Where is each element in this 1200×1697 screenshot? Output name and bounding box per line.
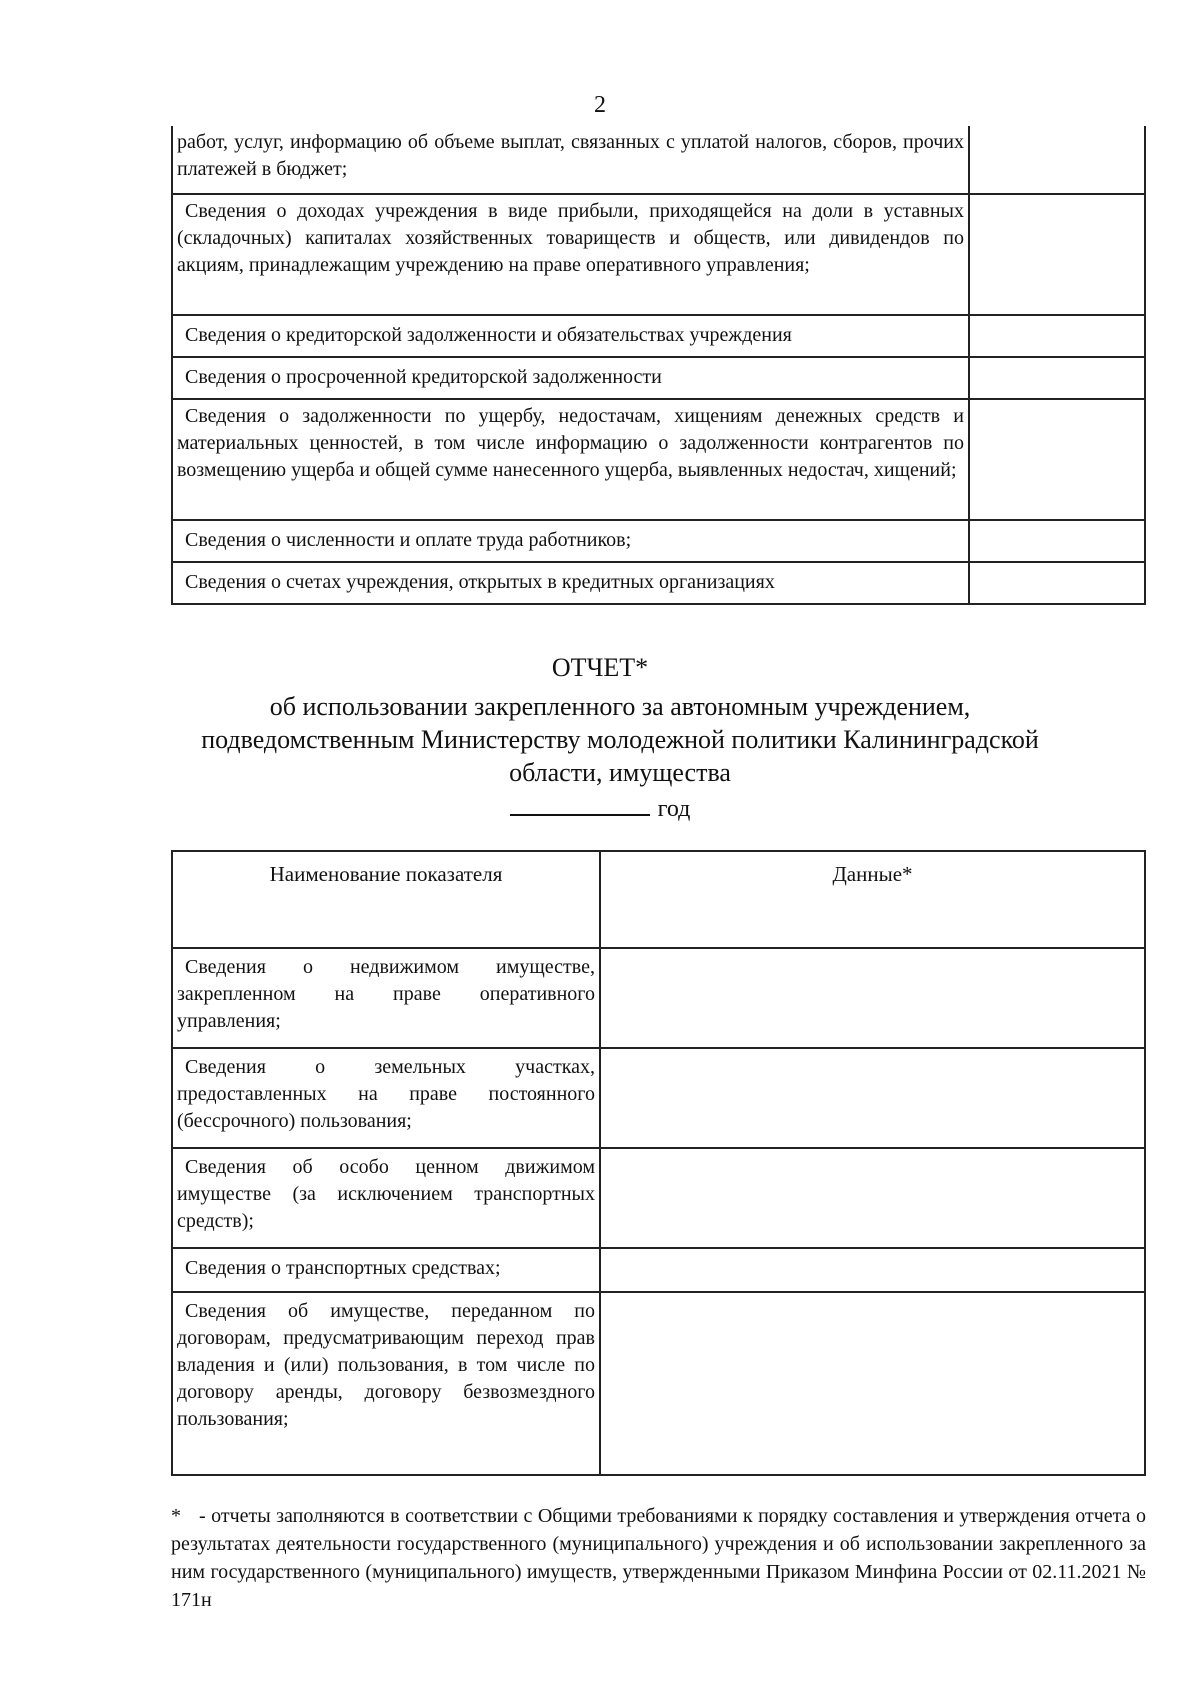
table-cell-text: Сведения о доходах учреждения в виде прибыли, приходящейся на доли в уставных (складочных) капиталах хозяйственных товариществ и обществ, или дивидендов по акциям, принадлежащим учреждению на праве оперативного управления; <box>172 194 969 315</box>
table-row <box>172 399 1145 520</box>
table-row <box>172 1248 1145 1292</box>
column-header-data: Данные* <box>600 851 1145 948</box>
table-cell-text: Сведения о транспортных средствах; <box>172 1248 600 1292</box>
table-cell-empty <box>600 948 1145 1048</box>
table-row <box>172 1292 1145 1475</box>
table-cell-empty <box>600 1248 1145 1292</box>
table-row <box>172 194 1145 315</box>
table-cell-empty <box>969 194 1145 315</box>
table-row <box>172 948 1145 1048</box>
table-cell-empty <box>969 562 1145 604</box>
year-label: год <box>657 796 691 822</box>
report-subtitle: об использовании закрепленного за автономным учреждением, подведомственным Министерству молодежной политики Калининградской области, имущества <box>201 692 1039 787</box>
column-header-name: Наименование показателя <box>172 851 600 948</box>
table-cell-empty <box>600 1148 1145 1248</box>
table-cell-text: Сведения о задолженности по ущербу, недостачам, хищениям денежных средств и материальных ценностей, в том числе информацию о задолженности контрагентов по возмещению ущерба и общей сумме нанесенного ущерба, выявленных недостач, хищений; <box>172 399 969 520</box>
table-cell-empty <box>969 399 1145 520</box>
footnote-text: - отчеты заполняются в соответствии с Общими требованиями к порядку составления и утверждения отчета о результатах деятельности государственного (муниципального) учреждения и об использовании закрепленного за ним государственного (муниципального) имуществ, утвержденными Приказом Минфина России от 02.11.2021 № 171н <box>171 1505 1146 1611</box>
footnote-marker: * <box>171 1505 181 1527</box>
table-row <box>172 126 1145 194</box>
table-row <box>172 1048 1145 1148</box>
table-row <box>172 315 1145 357</box>
table-cell-empty <box>600 1048 1145 1148</box>
table-row <box>172 562 1145 604</box>
table-cell-empty <box>969 315 1145 357</box>
report-title: ОТЧЕТ* <box>551 653 649 682</box>
table-cell-text: Сведения о просроченной кредиторской задолженности <box>172 357 969 399</box>
table-row <box>172 357 1145 399</box>
footnote <box>171 1502 1146 1614</box>
table-cell-text: Сведения о земельных участках, предоставленных на праве постоянного (бессрочного) пользования; <box>172 1048 600 1148</box>
page-number: 2 <box>594 92 606 118</box>
table-cell-empty <box>600 1292 1145 1475</box>
table-cell-text: Сведения об имуществе, переданном по договорам, предусматривающим переход прав владения и (или) пользования, в том числе по договору аренды, договору безвозмездного пользования; <box>172 1292 600 1475</box>
table-cell-text: Сведения об особо ценном движимом имуществе (за исключением транспортных средств); <box>172 1148 600 1248</box>
table-cell-empty <box>969 520 1145 562</box>
year-line <box>0 792 1200 823</box>
top-table <box>171 126 1146 605</box>
table-row <box>172 1148 1145 1248</box>
table-cell-empty <box>969 357 1145 399</box>
table-header-row <box>172 851 1145 948</box>
table-cell-text: Сведения о кредиторской задолженности и обязательствах учреждения <box>172 315 969 357</box>
table-cell-text: Сведения о счетах учреждения, открытых в кредитных организациях <box>172 562 969 604</box>
table-cell-text: Сведения о численности и оплате труда работников; <box>172 520 969 562</box>
table-cell-text: Сведения о недвижимом имуществе, закрепленном на праве оперативного управления; <box>172 948 600 1048</box>
table-row <box>172 520 1145 562</box>
table-cell-empty <box>969 126 1145 194</box>
property-table <box>171 850 1146 1476</box>
year-blank-field <box>510 792 650 816</box>
table-cell-text: работ, услуг, информацию об объеме выплат, связанных с уплатой налогов, сборов, прочих платежей в бюджет; <box>172 126 969 194</box>
